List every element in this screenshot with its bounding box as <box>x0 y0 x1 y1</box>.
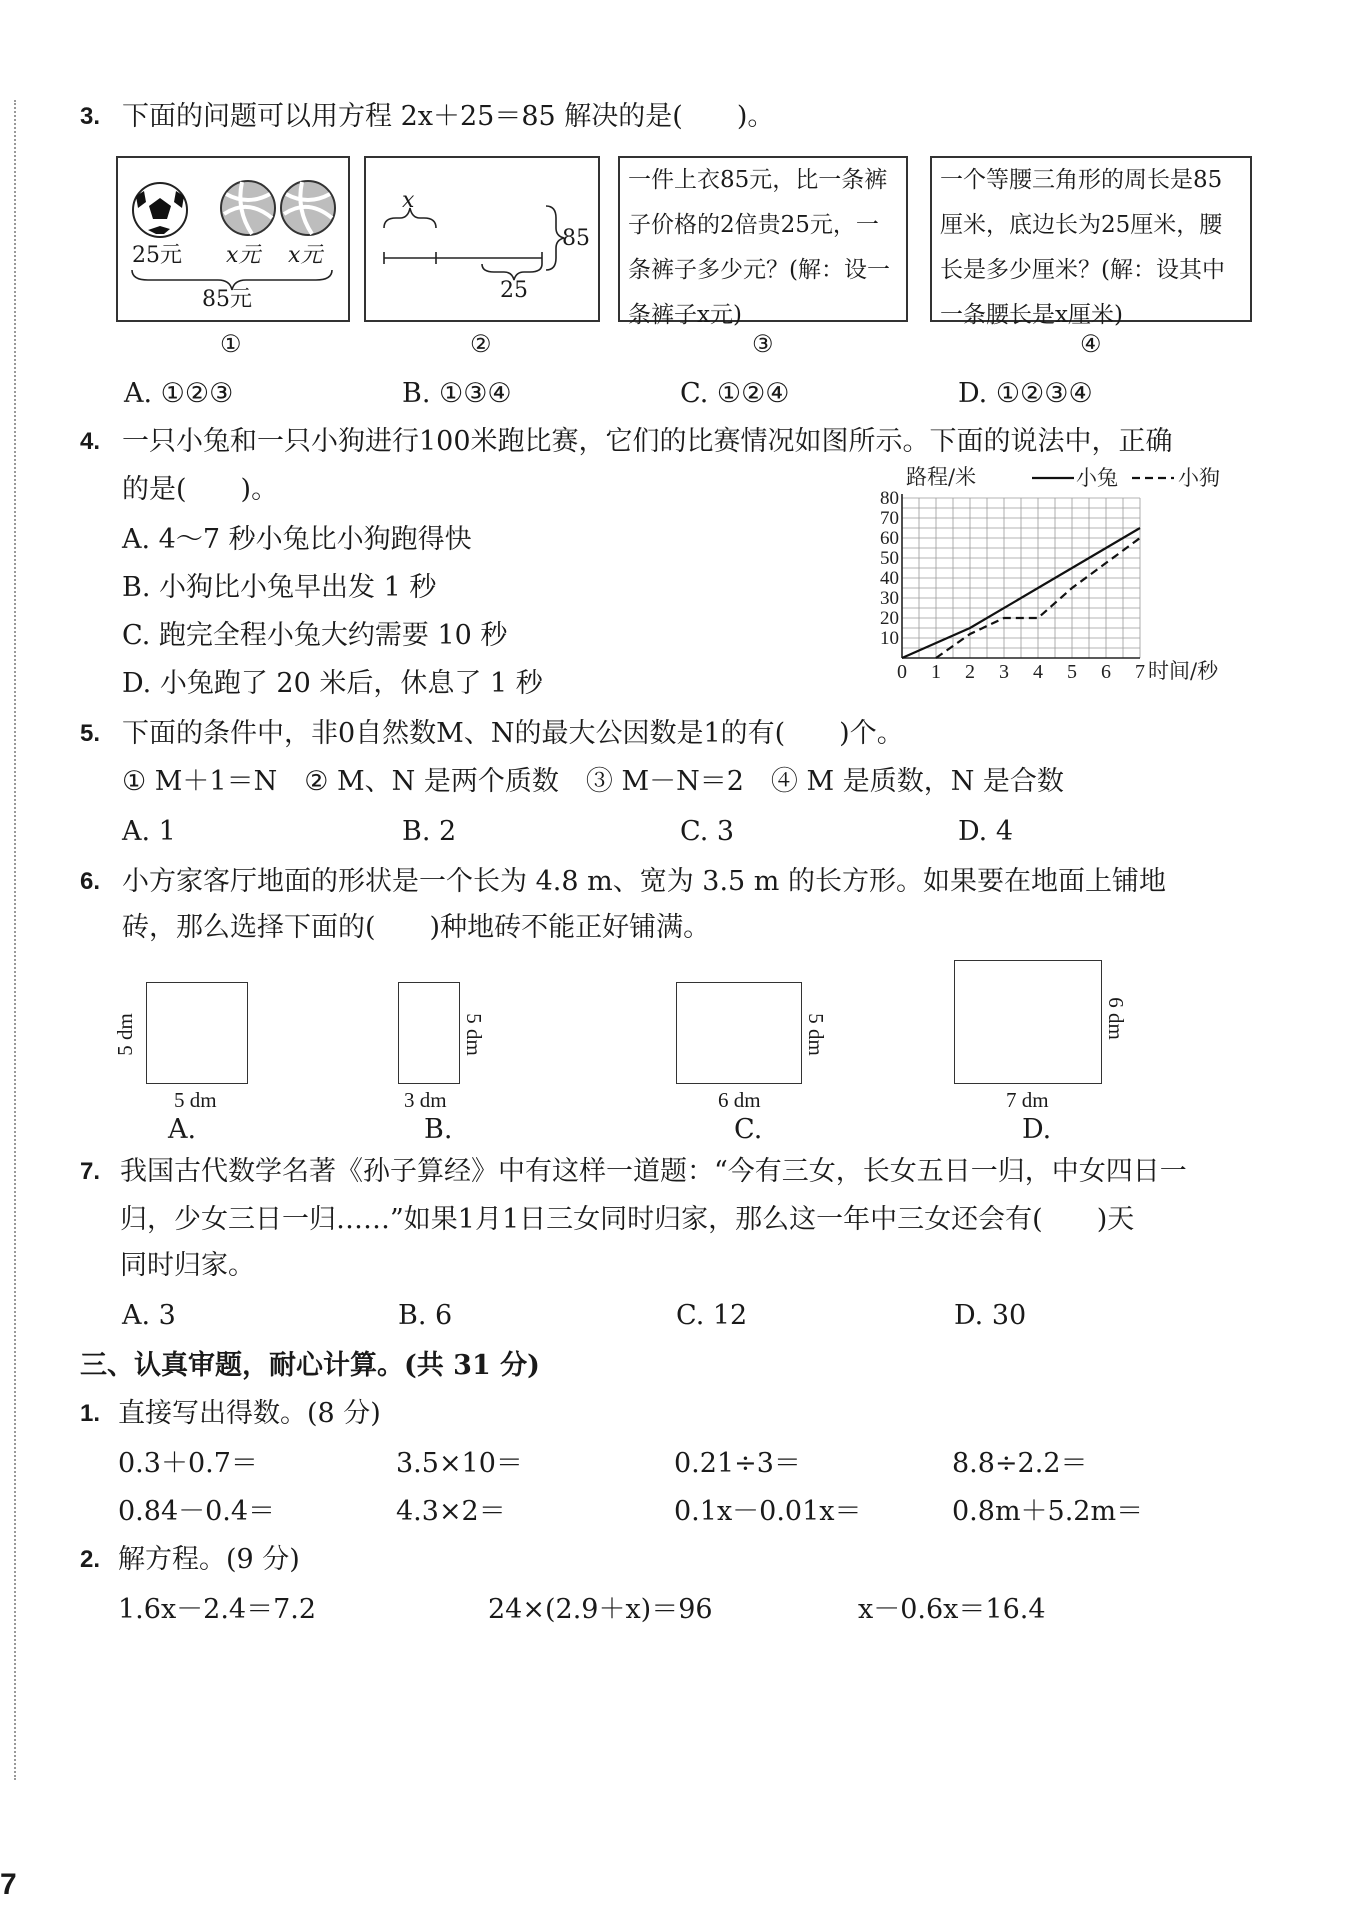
legend-rabbit-label: 小兔 <box>1076 466 1118 490</box>
calc-1-number: 1. <box>80 1400 101 1427</box>
total-price-label: 85元 <box>202 287 252 312</box>
x-tick-label: 3 <box>999 661 1009 683</box>
y-tick-label: 60 <box>880 528 899 549</box>
calc-item[interactable]: 0.8m＋5.2m＝ <box>952 1496 1144 1527</box>
q7-line1: 我国古代数学名著《孙子算经》中有这样一道题：“今有三女，长女五日一归，中女四日一 <box>120 1156 1187 1187</box>
volleyball-icon <box>221 181 275 235</box>
tile-b-rectangle <box>398 982 460 1084</box>
q4-stem-line1: 一只小兔和一只小狗进行100米跑比赛，它们的比赛情况如图所示。下面的说法中，正确 <box>122 426 1173 457</box>
y-tick-label: 20 <box>880 608 899 629</box>
x-axis-label: 时间/秒 <box>1148 659 1219 683</box>
q7-line2: 归，少女三日一归……”如果1月1日三女同时归家，那么这一年中三女还会有( )天 <box>120 1204 1135 1235</box>
x-tick-label: 2 <box>965 661 975 683</box>
x-tick-label: 0 <box>897 661 907 683</box>
q7-number: 7. <box>80 1158 101 1185</box>
equation-item[interactable]: 24×(2.9＋x)＝96 <box>488 1594 713 1625</box>
calc-item[interactable]: 0.1x－0.01x＝ <box>674 1496 862 1527</box>
tile-c-option[interactable]: C. <box>734 1114 763 1145</box>
soccer-ball-icon <box>133 183 187 237</box>
q3-option-d[interactable]: D. ①②③④ <box>958 378 1093 409</box>
q6-number: 6. <box>80 868 101 895</box>
volleyball-price-label: x元 <box>226 243 261 268</box>
q3-number: 3. <box>80 103 101 130</box>
calc-item[interactable]: 8.8÷2.2＝ <box>952 1448 1088 1479</box>
q4-option-a[interactable]: A. 4～7 秒小兔比小狗跑得快 <box>122 524 472 555</box>
q4-option-d[interactable]: D. 小兔跑了 20 米后，休息了 1 秒 <box>122 668 543 699</box>
q6-stem-line1: 小方家客厅地面的形状是一个长为 4.8 m、宽为 3.5 m 的长方形。如果要在地面上铺地 <box>122 866 1166 897</box>
q3-box1 <box>116 156 350 322</box>
q3-box3: 一件上衣85元，比一条裤子价格的2倍贵25元，一条裤子多少元？(解：设一条裤子x元) <box>618 156 908 322</box>
volleyball-icon <box>281 181 335 235</box>
legend-dog-label: 小狗 <box>1178 466 1220 490</box>
calc-2-number: 2. <box>80 1546 101 1573</box>
q3-box4: 一个等腰三角形的周长是85厘米，底边长为25厘米，腰长是多少厘米？(解：设其中一条腰长是x厘米) <box>930 156 1252 322</box>
q4-option-c[interactable]: C. 跑完全程小兔大约需要 10 秒 <box>122 620 508 651</box>
q6-stem-line2: 砖，那么选择下面的( )种地砖不能正好铺满。 <box>122 912 711 943</box>
unknown-x-label: x <box>402 188 415 213</box>
y-tick-label: 40 <box>880 568 899 589</box>
calc-2-title: 解方程。(9 分) <box>118 1544 300 1575</box>
equation-item[interactable]: 1.6x－2.4＝7.2 <box>118 1594 317 1625</box>
q4-stem-line2: 的是( )。 <box>122 474 279 505</box>
q7-option-b[interactable]: B. 6 <box>398 1300 453 1331</box>
q7-option-d[interactable]: D. 30 <box>954 1300 1027 1331</box>
q5-option-c[interactable]: C. 3 <box>680 816 735 847</box>
tile-a-width-label: 5 dm <box>174 1088 217 1112</box>
part-25-label: 25 <box>500 278 528 303</box>
q7-option-a[interactable]: A. 3 <box>122 1300 176 1331</box>
calc-item[interactable]: 0.84－0.4＝ <box>118 1496 276 1527</box>
figure-caption-3: ③ <box>752 330 774 358</box>
x-tick-label: 7 <box>1135 661 1145 683</box>
q3-option-b[interactable]: B. ①③④ <box>402 378 512 409</box>
section-3-title: 三、认真审题，耐心计算。(共 31 分) <box>80 1350 540 1381</box>
x-tick-label: 6 <box>1101 661 1111 683</box>
equation-item[interactable]: x－0.6x＝16.4 <box>858 1594 1046 1625</box>
tile-b-height-label: 5 dm <box>461 1013 486 1056</box>
q7-line3: 同时归家。 <box>120 1250 255 1281</box>
calc-item[interactable]: 0.3＋0.7＝ <box>118 1448 258 1479</box>
x-tick-label: 1 <box>931 661 941 683</box>
tile-d-height-label: 6 dm <box>1103 997 1128 1040</box>
y-tick-label: 30 <box>880 588 899 609</box>
q5-number: 5. <box>80 720 101 747</box>
figure-caption-1: ① <box>220 330 242 358</box>
tile-c-rectangle <box>676 982 802 1084</box>
race-line-chart <box>860 466 1260 696</box>
q3-stem: 下面的问题可以用方程 2x＋25＝85 解决的是( )。 <box>122 101 775 132</box>
q5-conditions: ① M＋1＝N ② M、N 是两个质数 ③ M－N＝2 ④ M 是质数，N 是合数 <box>122 766 1064 797</box>
tile-c-width-label: 6 dm <box>718 1088 761 1112</box>
page-number: 7 <box>0 1868 17 1901</box>
tile-a-height-label: 5 dm <box>112 1013 137 1056</box>
q3-option-a[interactable]: A. ①②③ <box>124 378 234 409</box>
figure-caption-2: ② <box>470 330 492 358</box>
calc-item[interactable]: 0.21÷3＝ <box>674 1448 801 1479</box>
y-tick-label: 80 <box>880 488 899 509</box>
binding-margin-line <box>14 100 16 1780</box>
tile-b-option[interactable]: B. <box>424 1114 453 1145</box>
q3-option-c[interactable]: C. ①②④ <box>680 378 790 409</box>
q5-option-d[interactable]: D. 4 <box>958 816 1014 847</box>
q3-box2 <box>364 156 600 322</box>
volleyball-price-label: x元 <box>288 243 323 268</box>
figure-caption-4: ④ <box>1080 330 1102 358</box>
y-tick-label: 10 <box>880 628 899 649</box>
y-tick-label: 50 <box>880 548 899 569</box>
total-85-label: 85 <box>562 226 590 251</box>
calc-item[interactable]: 3.5×10＝ <box>396 1448 523 1479</box>
x-tick-label: 5 <box>1067 661 1077 683</box>
y-tick-label: 70 <box>880 508 899 529</box>
tile-d-option[interactable]: D. <box>1022 1114 1052 1145</box>
q4-option-b[interactable]: B. 小狗比小兔早出发 1 秒 <box>122 572 437 603</box>
tile-a-option[interactable]: A. <box>168 1114 197 1145</box>
x-tick-label: 4 <box>1033 661 1043 683</box>
calc-1-title: 直接写出得数。(8 分) <box>118 1398 381 1429</box>
y-axis-label: 路程/米 <box>906 466 977 489</box>
q5-stem: 下面的条件中，非0自然数M、N的最大公因数是1的有( )个。 <box>122 718 904 749</box>
tile-c-height-label: 5 dm <box>803 1013 828 1056</box>
q4-number: 4. <box>80 428 101 455</box>
tile-d-width-label: 7 dm <box>1006 1088 1049 1112</box>
tile-b-width-label: 3 dm <box>404 1088 447 1112</box>
q5-option-a[interactable]: A. 1 <box>122 816 176 847</box>
q7-option-c[interactable]: C. 12 <box>676 1300 748 1331</box>
calc-item[interactable]: 4.3×2＝ <box>396 1496 506 1527</box>
tile-a-square <box>146 982 248 1084</box>
q5-option-b[interactable]: B. 2 <box>402 816 457 847</box>
ball-price-label: 25元 <box>132 243 182 268</box>
tile-d-rectangle <box>954 960 1102 1084</box>
